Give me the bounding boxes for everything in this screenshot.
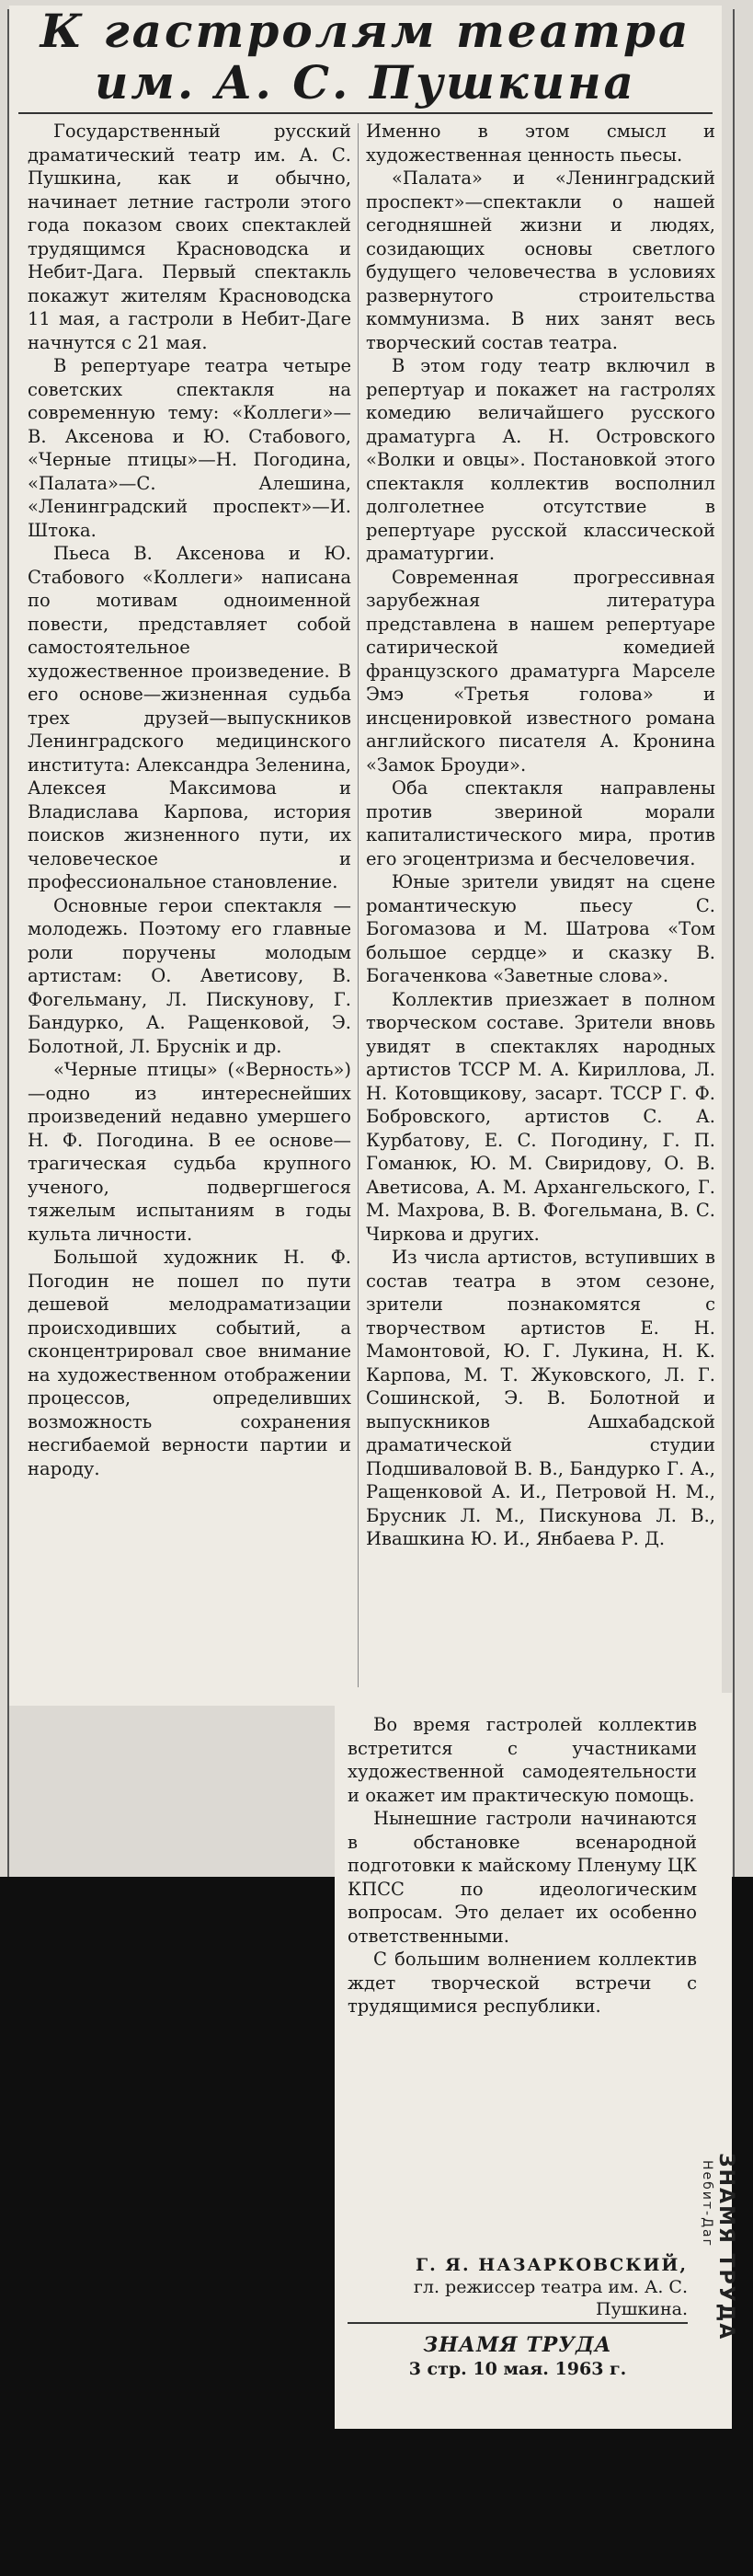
archive-stamp [691, 2153, 737, 2429]
issue-info: 3 стр. 10 мая. 1963 г. [408, 2359, 627, 2379]
headline-rule [18, 112, 713, 114]
author-position: гл. режиссер театра им. А. С. Пушкина. [413, 2277, 688, 2319]
paragraph: Именно в этом смысл и художественная ценность пьесы. [366, 121, 715, 166]
source-rule [348, 2322, 688, 2324]
headline-line-2: им. А. С. Пушкина [95, 55, 636, 109]
headline-line-1: К гастролям театра [40, 4, 691, 58]
author-name: Г. Я. НАЗАРКОВСКИЙ, [415, 2255, 688, 2275]
paragraph: «Палата» и «Ленинградский проспект»—спектакли о нашей сегодняшней жизни и людях, созидающих основы светлого будущего человечества в условиях развернутого строительства коммунизма. В них занят весь творческий состав театра. [366, 167, 715, 353]
article-headline [9, 6, 722, 116]
paragraph: Оба спектакля направлены против звериной морали капиталистического мира, против его эгоцентризма и бесчеловечия. [366, 777, 715, 869]
paragraph: Нынешние гастроли начинаются в обстановке всенародной подготовки к майскому Пленуму ЦК КПСС по идеологическим вопросам. Это делает их особенно ответственными. [348, 1808, 697, 1947]
paragraph: Коллектив приезжает в полном творческом составе. Зрители вновь увидят в спектаклях народных артистов ТССР М. А. Кириллова, Л. Н. Котовщикову, засарт. ТССР Г. Ф. Бобровского, артистов С. А. Курбатову, Е. С. Погодину, Г. П. Гоманюк, Ю. М. Свиридову, О. В. Аветисова, А. М. Архангельского, Г. М. Махрова, В. В. Фогельмана, В. С. Чиркова и других. [366, 988, 715, 1245]
paragraph: «Черные птицы» («Верность»)—одно из интереснейших произведений недавно умершего Н. Ф. Погодина. В ее основе—трагическая судьба крупного ученого, подвергшегося тяжелым испытаниям в годы культа личности. [28, 1059, 351, 1245]
stamp-city: Небит-Даг [700, 2160, 714, 2248]
paragraph: Государственный русский драматический театр им. А. С. Пушкина, как и обычно, начинает летние гастроли этого года показом своих спектаклей трудящимся Красноводска и Небит-Дага. Первый спектакль покажут жителям Красноводска 11 мая, а гастроли в Небит-Даге начнутся с 21 мая. [28, 121, 351, 353]
paragraph: Пьеса В. Аксенова и Ю. Стабового «Коллеги» написана по мотивам одноименной повести, представляет собой самостоятельное художественное произведение. В его основе—жизненная судьба трех друзей—выпускников Ленинградского медицинского института: Александра Зеленина, Алексея Максимова и Владислава Карпова, история поисков жизненного пути, их человеческое и профессиональное становление. [28, 543, 351, 892]
newspaper-clipping-continuation [335, 1693, 732, 2429]
column-divider [358, 123, 359, 1687]
source-citation [348, 2333, 688, 2381]
article-column-left [28, 120, 351, 1693]
author-signoff [348, 2254, 688, 2320]
article-column-right [366, 120, 715, 1698]
paragraph: Из числа артистов, вступивших в состав театра в этом сезоне, зрители познакомятся с творчеством артистов Е. Н. Мамонтовой, Ю. Г. Лукина, Н. К. Карпова, М. Т. Жуковского, Л. Г. Сошинской, Э. В. Болотной и выпускников Ашхабадской драматической студии Подшиваловой В. В., Бандурко Г. А., Ращенковой А. И., Петровой Н. М., Брусник Л. М., Пискунова Л. В., Ивашкина Ю. И., Янбаева Р. Д. [366, 1247, 715, 1549]
paragraph: С большим волнением коллектив ждет творческой встречи с трудящимися республики. [348, 1949, 697, 2017]
newspaper-clipping [9, 6, 722, 1706]
paragraph: Современная прогрессивная зарубежная литература представлена в нашем репертуаре сатирической комедией французского драматурга Марселе Эмэ «Третья голова» и инсценировкой известного романа английского писателя А. Кронина «Замок Броуди». [366, 566, 715, 776]
stamp-text: ЗНАМЯ ТРУДА [714, 2153, 737, 2341]
paragraph: Основные герои спектакля —молодежь. Поэтому его главные роли поручены молодым артистам: О. Аветисову, В. Фогельману, Л. Пискунову, Г. Бандурко, А. Ращенковой, Э. Болотной, Л. Бруснік и др. [28, 894, 351, 1057]
paragraph: Большой художник Н. Ф. Погодин не пошел по пути дешевой мелодраматизации происходивших событий, а сконцентрировал свое внимание на художественном отображении процессов, определивших возможность сохранения несгибаемой верности партии и народу. [28, 1247, 351, 1479]
paragraph: Во время гастролей коллектив встретится с участниками художественной самодеятельности и окажет им практическую помощь. [348, 1714, 697, 1806]
article-column-continued [348, 1713, 697, 2247]
paragraph: В этом году театр включил в репертуар и покажет на гастролях комедию величайшего русского драматурга А. Н. Островского «Волки и овцы». Постановкой этого спектакля коллектив восполнил долголетнее отсутствие в репертуаре русской классической драматургии. [366, 355, 715, 564]
paragraph: В репертуаре театра четыре советских спектакля на современную тему: «Коллеги»—В. Аксенова и Ю. Стабового, «Черные птицы»—Н. Погодина, «Палата»—С. Алешина, «Ленинградский проспект»—И. Штока. [28, 355, 351, 541]
paragraph: Юные зрители увидят на сцене романтическую пьесу С. Богомазова и М. Шатрова «Том большое сердце» и сказку В. Богаченкова «Заветные слова». [366, 871, 715, 986]
frame-rule-right [733, 9, 735, 1877]
newspaper-name: ЗНАМЯ ТРУДА [423, 2333, 612, 2357]
